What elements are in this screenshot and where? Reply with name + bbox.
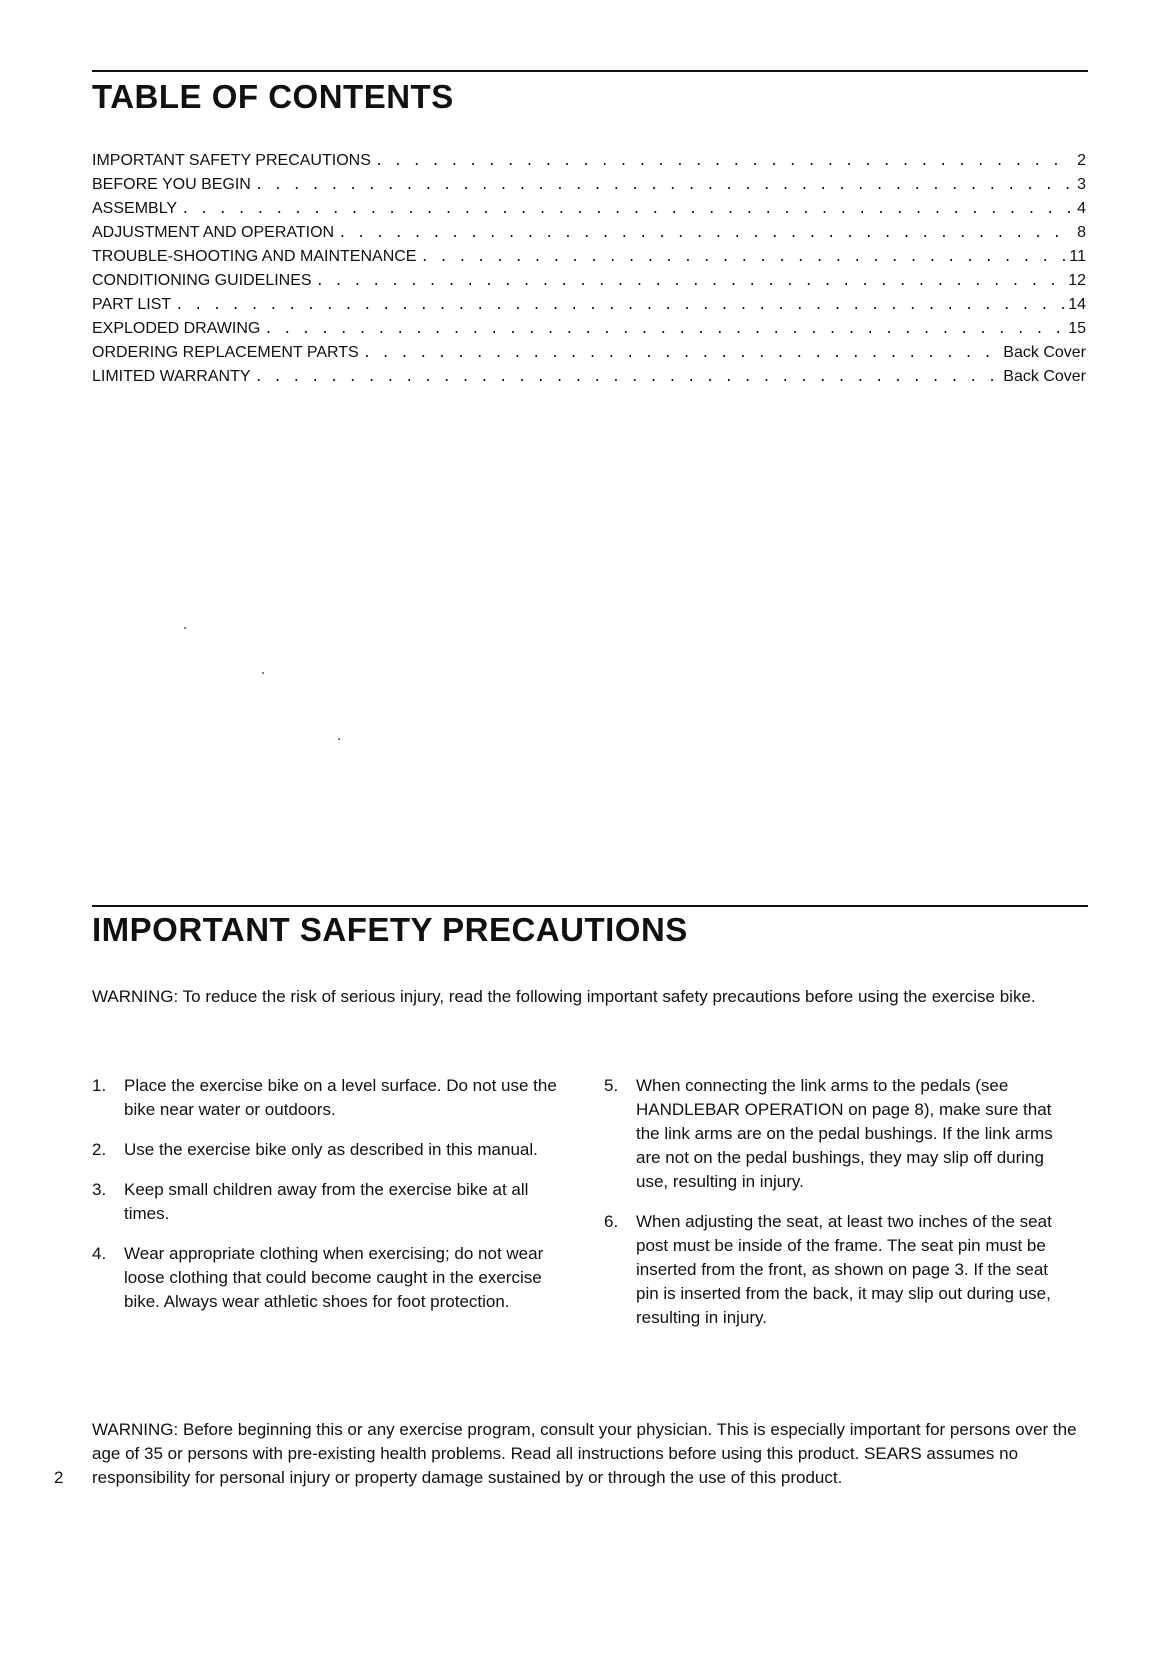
toc-top-rule (92, 70, 1088, 72)
safety-item (92, 1074, 572, 1122)
scan-speck (262, 672, 264, 674)
toc-leader-dots (375, 150, 1073, 174)
toc-entry-page: Back Cover (1003, 344, 1086, 361)
toc-entry[interactable] (92, 173, 1086, 197)
toc-entry-title: IMPORTANT SAFETY PRECAUTIONS (92, 152, 371, 169)
toc-entry-title: ORDERING REPLACEMENT PARTS (92, 344, 359, 361)
toc-leader-dots (420, 246, 1065, 270)
safety-item (92, 1178, 572, 1226)
toc-entry-title: LIMITED WARRANTY (92, 368, 251, 385)
scan-speck (338, 738, 340, 740)
toc-leader-dots (181, 198, 1073, 222)
toc-leader-dots (175, 294, 1064, 318)
safety-item (604, 1210, 1074, 1330)
toc-entry-title: EXPLODED DRAWING (92, 320, 261, 337)
safety-item-number: 1. (92, 1076, 107, 1095)
safety-item-text: Place the exercise bike on a level surface. Do not use the bike near water or outdoors. (124, 1076, 557, 1119)
toc-entry-page: 3 (1077, 176, 1086, 193)
safety-item-number: 6. (604, 1212, 619, 1231)
toc-entry-page: 4 (1077, 200, 1086, 217)
safety-closing-warning: WARNING: Before beginning this or any exercise program, consult your physician. This is especially important for persons over the age of 35 or persons with pre-existing health problems. Read all instructions before using this product. SEARS assumes no responsibility for personal injury or property damage sustained by or through the use of this product. (92, 1420, 1077, 1487)
toc-entry-page: 11 (1069, 248, 1086, 265)
safety-intro-warning: WARNING: To reduce the risk of serious injury, read the following important safety precautions before using the exercise bike. (92, 987, 1036, 1006)
toc-entry-title: BEFORE YOU BEGIN (92, 176, 251, 193)
toc-entry[interactable] (92, 293, 1086, 317)
toc-entry-page: 2 (1077, 152, 1086, 169)
toc-leader-dots (338, 222, 1073, 246)
safety-item-number: 2. (92, 1140, 107, 1159)
toc-entry[interactable] (92, 245, 1086, 269)
safety-heading: IMPORTANT SAFETY PRECAUTIONS (92, 911, 688, 948)
safety-item-text: Wear appropriate clothing when exercising; do not wear loose clothing that could become caught in the exercise bike. Always wear athletic shoes for foot protection. (124, 1244, 544, 1311)
toc-heading: TABLE OF CONTENTS (92, 78, 454, 115)
scan-speck (184, 627, 186, 629)
toc-entry[interactable] (92, 341, 1086, 365)
safety-list-left (92, 1074, 572, 1314)
safety-item (92, 1242, 572, 1314)
toc-entry[interactable] (92, 269, 1086, 293)
toc-leader-dots (316, 270, 1065, 294)
toc-entry-title: CONDITIONING GUIDELINES (92, 272, 312, 289)
toc-entry-page: 14 (1068, 296, 1086, 313)
toc-entry[interactable] (92, 317, 1086, 341)
toc-entry-title: ASSEMBLY (92, 200, 178, 217)
toc-entry-page: 8 (1077, 224, 1086, 241)
safety-top-rule (92, 905, 1088, 907)
toc-entry[interactable] (92, 197, 1086, 221)
toc-entry-page: 15 (1068, 320, 1086, 337)
toc-entry-title: ADJUSTMENT AND OPERATION (92, 224, 335, 241)
safety-item-text: Keep small children away from the exercise bike at all times. (124, 1180, 529, 1223)
safety-item-number: 3. (92, 1180, 107, 1199)
safety-list-right (604, 1074, 1074, 1330)
toc-entry-page: 12 (1068, 272, 1086, 289)
toc-entry-title: TROUBLE-SHOOTING AND MAINTENANCE (92, 248, 417, 265)
toc-list (92, 149, 1086, 389)
toc-leader-dots (255, 174, 1073, 198)
toc-leader-dots (255, 366, 1000, 390)
page-number: 2 (54, 1468, 64, 1487)
toc-entry[interactable] (92, 149, 1086, 173)
toc-entry[interactable] (92, 365, 1086, 389)
safety-item (92, 1138, 572, 1162)
toc-leader-dots (264, 318, 1064, 342)
toc-entry[interactable] (92, 221, 1086, 245)
safety-item-text: Use the exercise bike only as described in this manual. (124, 1140, 538, 1159)
safety-item-number: 4. (92, 1244, 107, 1263)
safety-item (604, 1074, 1074, 1194)
safety-item-number: 5. (604, 1076, 619, 1095)
toc-entry-page: Back Cover (1003, 368, 1086, 385)
toc-leader-dots (363, 342, 1000, 366)
safety-item-text: When adjusting the seat, at least two inches of the seat post must be inside of the frame. The seat pin must be inserted from the front, as shown on page 3. If the seat pin is inserted from the back, it may slip out during use, resulting in injury. (636, 1212, 1052, 1327)
safety-item-text: When connecting the link arms to the pedals (see HANDLEBAR OPERATION on page 8), make sure that the link arms are on the pedal bushings. If the link arms are not on the pedal bushings, they may slip off during use, resulting in injury. (636, 1076, 1053, 1191)
toc-entry-title: PART LIST (92, 296, 172, 313)
